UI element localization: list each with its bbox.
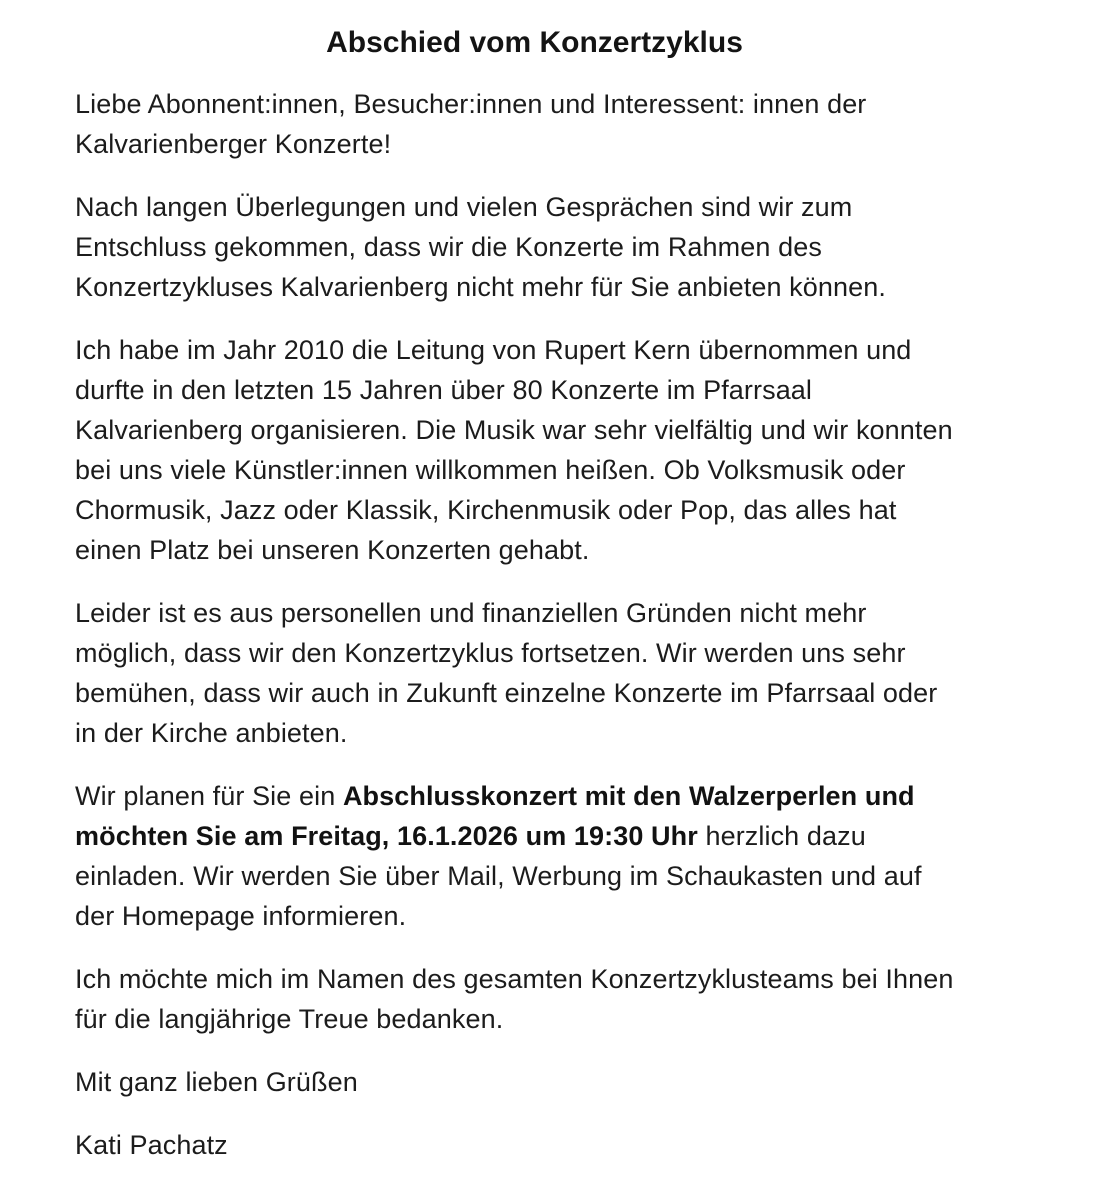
paragraph-text: Mit ganz lieben Grüßen xyxy=(75,1067,358,1097)
paragraph-signature xyxy=(75,1125,966,1165)
paragraph-final-concert xyxy=(75,776,966,936)
paragraph-history xyxy=(75,330,966,570)
paragraph-text: Ich möchte mich im Namen des gesamten Konzertzyklusteams bei Ihnen für die langjährige Treue bedanken. xyxy=(75,964,954,1034)
paragraph-reason xyxy=(75,593,966,753)
document-title: Abschied vom Konzertzyklus xyxy=(326,26,743,59)
signature-text: Kati Pachatz xyxy=(75,1130,228,1160)
paragraph-text: Ich habe im Jahr 2010 die Leitung von Rupert Kern übernommen und durfte in den letzten 15 Jahren über 80 Konzerte im Pfarrsaal Kalvarienberg organisieren. Die Musik war sehr vielfältig und wir konnten bei uns viele Künstler:innen willkommen heißen. Ob Volksmusik oder Chormusik, Jazz oder Klassik, Kirchenmusik oder Pop, das alles hat einen Platz bei unseren Konzerten gehabt. xyxy=(75,335,953,565)
paragraph-greeting xyxy=(75,84,966,164)
paragraph-text: Liebe Abonnent:innen, Besucher:innen und Interessent: innen der Kalvarienberger Konzerte! xyxy=(75,89,867,159)
paragraph-text: herzlich dazu einladen. Wir werden Sie über Mail, Werbung im Schaukasten und auf der Homepage informieren. xyxy=(75,821,922,931)
paragraph-thanks xyxy=(75,959,966,1039)
paragraph-announcement xyxy=(75,187,966,307)
final-concert-bold-text: Abschlusskonzert mit den Walzerperlen und möchten Sie am Freitag, 16.1.2026 um 19:30 Uhr xyxy=(75,781,915,851)
paragraph-text: Nach langen Überlegungen und vielen Gesprächen sind wir zum Entschluss gekommen, dass wir die Konzerte im Rahmen des Konzertzykluses Kalvarienberg nicht mehr für Sie anbieten können. xyxy=(75,192,886,302)
paragraph-text: Wir planen für Sie ein xyxy=(75,781,343,811)
paragraph-closing xyxy=(75,1062,966,1102)
paragraph-text: Leider ist es aus personellen und finanziellen Gründen nicht mehr möglich, dass wir den Konzertzyklus fortsetzen. Wir werden uns sehr bemühen, dass wir auch in Zukunft einzelne Konzerte im Pfarrsaal oder in der Kirche anbieten. xyxy=(75,598,938,748)
